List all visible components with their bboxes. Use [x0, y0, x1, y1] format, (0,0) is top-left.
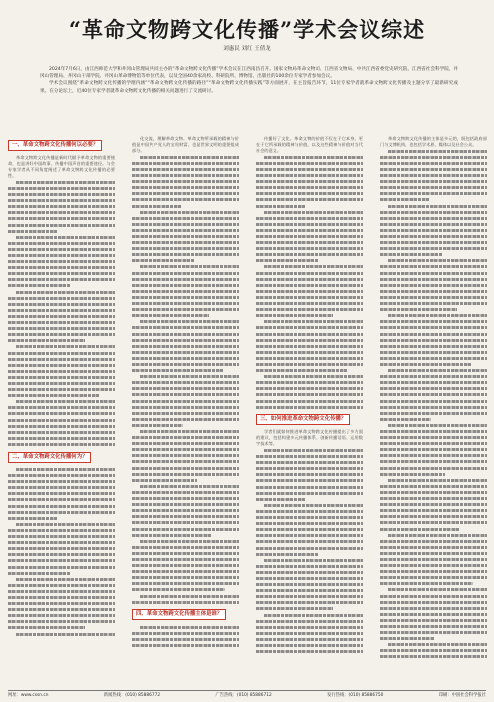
author-line: 刘惠民 刘红 王倩龙 — [223, 46, 271, 52]
text-line — [16, 631, 115, 637]
text-line — [256, 404, 363, 410]
article-column-3 — [256, 136, 363, 684]
footer-website: 网址：www.cssn.cn — [8, 693, 49, 698]
body-text-lines — [8, 467, 115, 638]
intro-paragraph: 学术会议围绕“革命文物跨文化传播的学理内涵”“革命文物跨文化传播的路径”“革命文物跨文化传播实践”等方面展开，在主旨报告环节，11位专家学者就革命文物跨文化传播及主题分享了最新研究成果。在分论坛上，近40位专家学者就革命文物跨文化传播的相关问题进行了交流研讨。 — [40, 81, 458, 94]
footer-distribution: 发行热线：(010) 85886750 — [327, 693, 384, 698]
article-column-4 — [380, 136, 487, 684]
column-paragraph: 学者们就如何推进革命文物跨文化传播提出了多方面的建议，包括构建多元传播体系、创新传播话语、运用数字技术等。 — [256, 429, 363, 447]
body-text-lines — [256, 448, 363, 655]
article-column-2 — [132, 136, 239, 684]
footer-print: 印刷：中国社会科学报社 — [438, 693, 486, 698]
footer-news-phone: 新闻热线：(010) 85886772 — [103, 693, 161, 698]
column-paragraph: 革命文物跨文化传播是新时代赋予革命文物的重要使命，也是讲好中国故事、传播中国声音的重要途径。与会专家学者从不同角度阐述了革命文物跨文化传播的必要性。 — [8, 155, 115, 179]
footer-divider — [8, 690, 486, 691]
text-line — [132, 599, 239, 605]
column-paragraph: 化交流，理解革命文物。革命文物所承载的精神与价值是中国共产党人的宝贵财富，也是世界文明的重要组成部分。 — [132, 136, 239, 154]
page-footer — [8, 692, 486, 698]
footer-ad-phone: 广告热线：(010) 85886712 — [215, 693, 272, 698]
text-line — [8, 441, 115, 447]
section-heading-3: 三、如何推进革命文物跨文化传播？ — [256, 414, 350, 425]
body-text-lines — [132, 154, 239, 605]
intro-block — [40, 66, 458, 95]
body-text-lines — [8, 179, 115, 447]
column-paragraph: 革命文物跨文化传播的主体是多元的，既包括政府部门与文博机构，也包括学术界、媒体以及社会公众。 — [380, 136, 487, 148]
intro-paragraph: 2024年7月6日，由江西师范大学和井冈山管理局共同主办的“革命文物跨文化传播”学术会议在江西南昌召开。国家文物局革命文物司、江西省文物局、中共江西省委党史研究院、江西省社会科学院、井冈山管理局、井冈山干部学院、井冈山革命博物馆等单位代表，以及全国40余家高校、科研院所、博物馆、出版社的100余位专家学者参加会议。 — [40, 67, 458, 80]
body-text-lines — [256, 154, 363, 410]
text-line — [256, 649, 363, 655]
text-line — [380, 654, 487, 660]
body-text-lines — [132, 624, 239, 648]
column-paragraph: 传播好了文化。革命文物的价值不仅在于它本身，更在于它所承载的精神与价值，以及这些精神与价值对当代社会的意义。 — [256, 136, 363, 154]
section-heading-1: 一、革命文物跨文化传播何以必要？ — [8, 140, 102, 151]
page-title: “革命文物跨文化传播”学术会议综述 — [68, 17, 426, 42]
body-text-lines — [380, 148, 487, 660]
text-line — [132, 643, 239, 649]
section-heading-2: 二、革命文物跨文化传播何为？ — [8, 452, 91, 463]
section-heading-4: 四、革命文物跨文化传播主体是谁？ — [132, 609, 226, 620]
article-column-1 — [8, 136, 115, 684]
